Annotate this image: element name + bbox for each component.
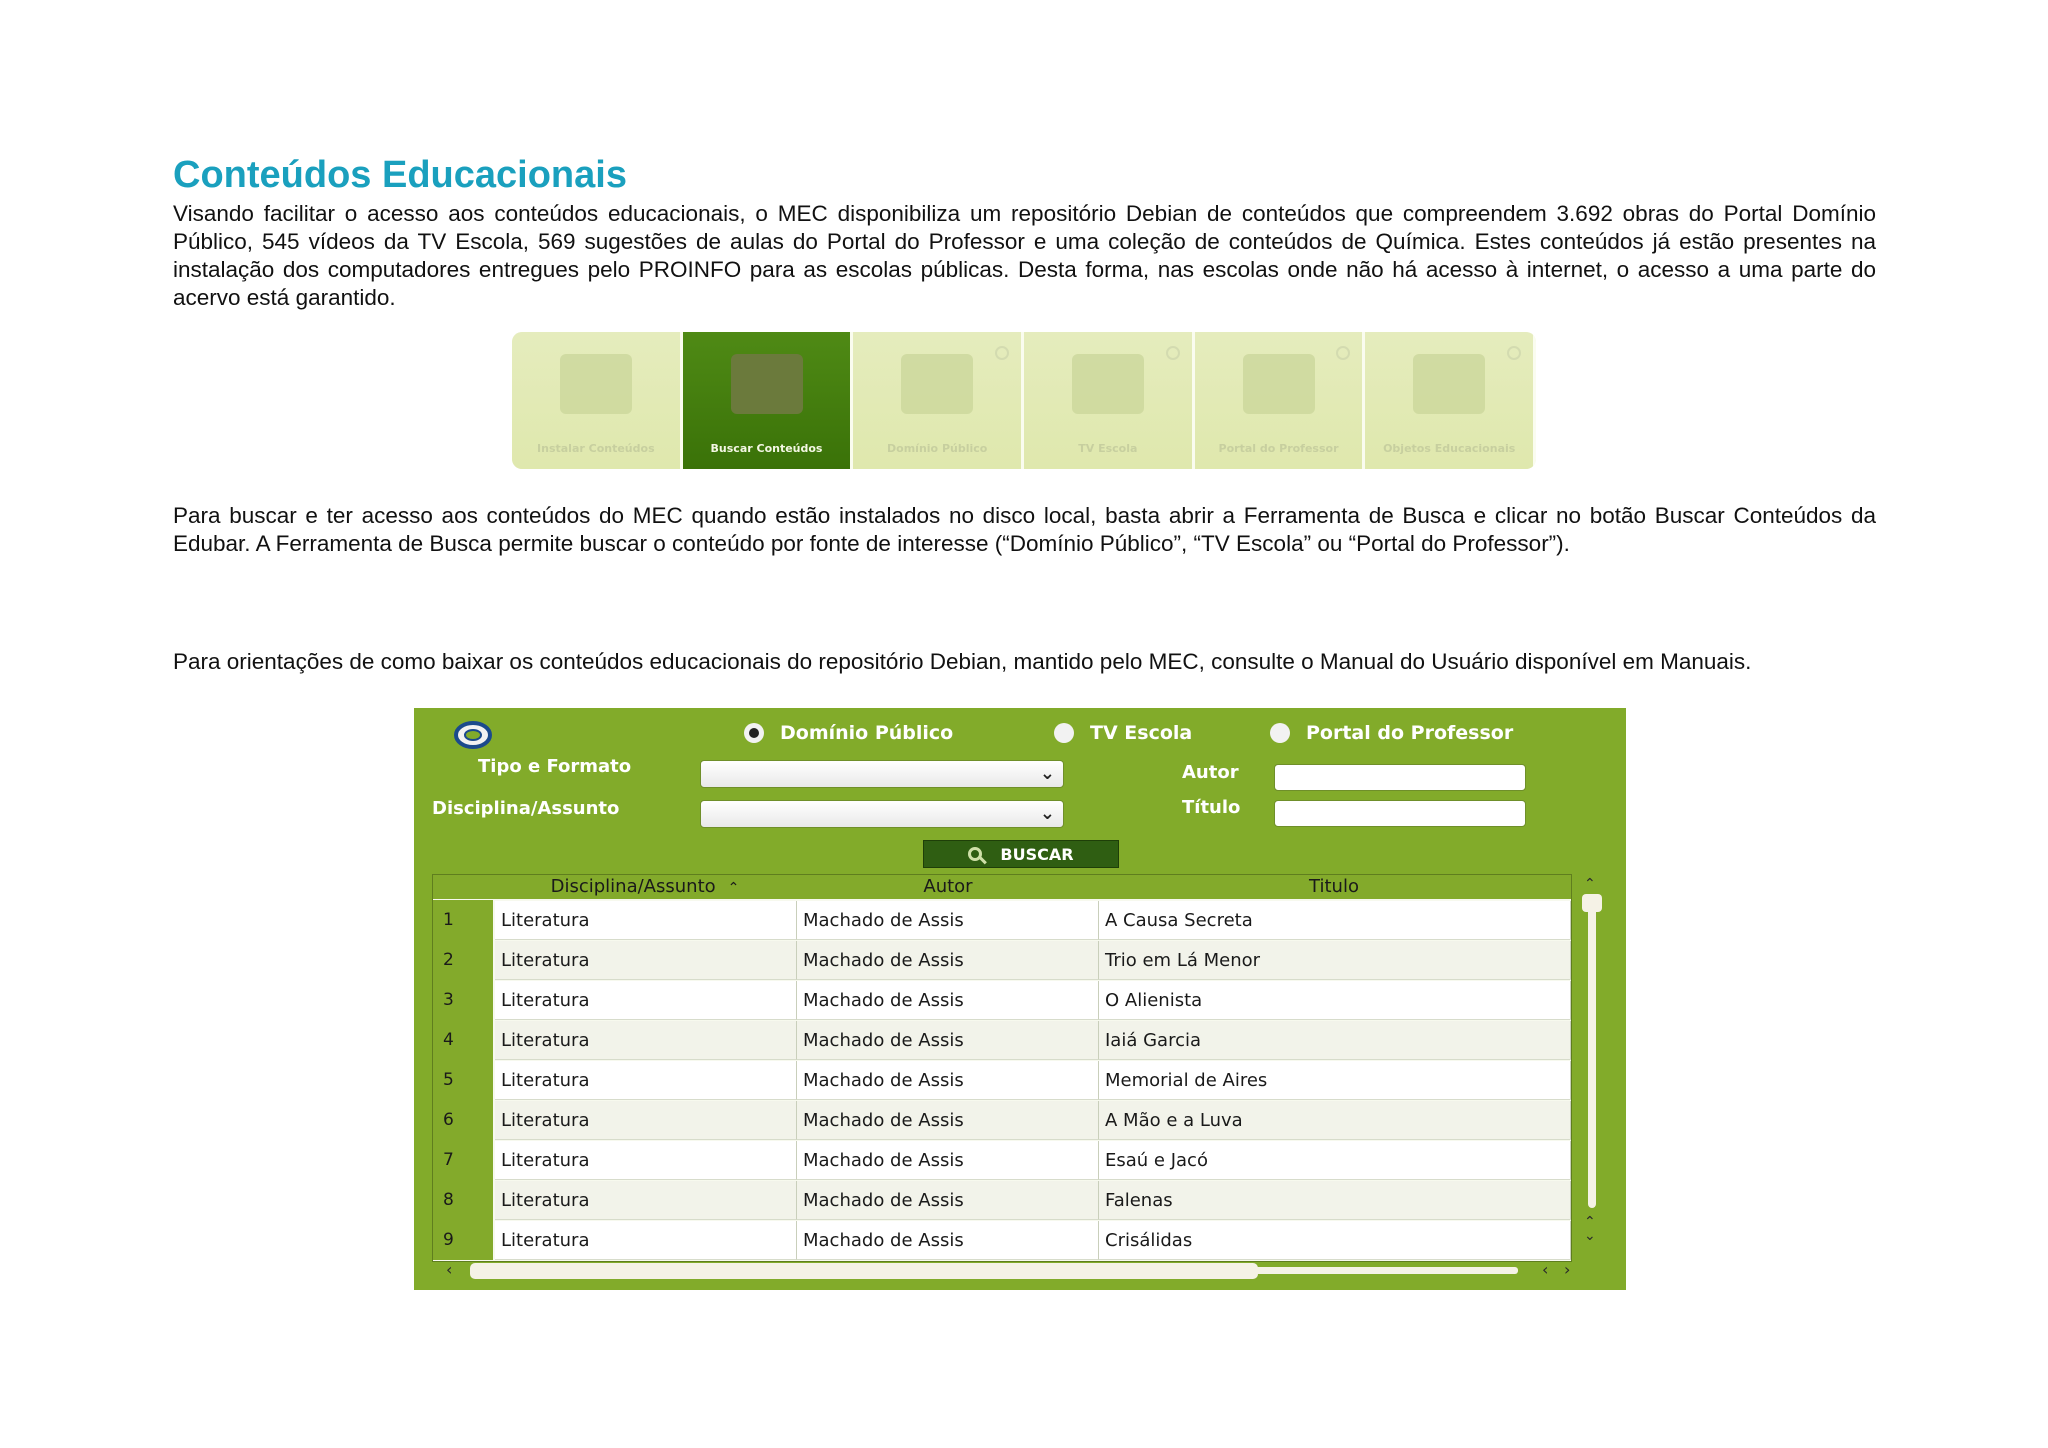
edubar-toolbar [512,332,1536,469]
cell-autor: Machado de Assis [797,1221,1099,1260]
column-header-label: Autor [923,876,973,897]
cell-titulo: Crisálidas [1099,1221,1571,1260]
cell-autor: Machado de Assis [797,1101,1099,1140]
scroll-right-icon[interactable]: › [1564,1260,1571,1279]
disciplina-assunto-select[interactable] [700,800,1064,828]
radio-label: TV Escola [1090,722,1193,744]
horizontal-scrollbar[interactable] [440,1260,1590,1282]
cell-disciplina: Literatura [495,1181,797,1220]
tipo-formato-label: Tipo e Formato [478,756,632,777]
scroll-left-icon[interactable]: ‹ [1542,1260,1549,1279]
cell-titulo: A Causa Secreta [1099,901,1571,940]
titulo-label: Título [1182,797,1241,818]
edubar-button-label: Instalar Conteúdos [537,442,655,455]
cell-autor: Machado de Assis [797,941,1099,980]
cell-titulo: Memorial de Aires [1099,1061,1571,1100]
autor-input[interactable] [1274,764,1526,791]
edubar-install-button[interactable] [512,332,683,469]
edubar-objetos-button[interactable] [1365,332,1536,469]
edubar-search-button[interactable] [683,332,854,469]
search-box-icon [731,354,803,414]
cell-disciplina: Literatura [495,1061,797,1100]
results-table [432,874,1572,1262]
row-number: 2 [433,940,493,980]
tv-icon [1072,354,1144,414]
search-instructions-paragraph: Para buscar e ter acesso aos conteúdos do MEC quando estão instalados no disco local, basta abrir a Ferramenta de Busca e clicar no botão Buscar Conteúdos da Edubar. A Ferramenta de Busca permite buscar o conteúdo por fonte de interesse (“Domínio Público”, “TV Escola” ou “Portal do Professor”). [173,503,1876,556]
tipo-formato-select[interactable] [700,760,1064,788]
radio-tv-escola[interactable] [1054,722,1192,744]
edubar-button-label: Buscar Conteúdos [710,442,823,455]
scrollbar-thumb[interactable] [1582,894,1602,912]
cell-disciplina: Literatura [495,981,797,1020]
cell-autor: Machado de Assis [797,1141,1099,1180]
cell-disciplina: Literatura [495,901,797,940]
row-number: 3 [433,980,493,1020]
vertical-scrollbar[interactable] [1578,876,1606,1256]
search-tool-window [414,708,1626,1290]
scroll-up-icon[interactable]: ⌃ [1584,876,1596,892]
cell-autor: Machado de Assis [797,1021,1099,1060]
radio-label: Domínio Público [780,722,954,744]
books-icon [901,354,973,414]
cell-disciplina: Literatura [495,941,797,980]
chevron-down-icon: ⌄ [1039,803,1055,824]
radio-dominio-publico[interactable] [744,722,953,744]
disciplina-assunto-label: Disciplina/Assunto [432,798,620,819]
page-title: Conteúdos Educacionais [173,154,627,196]
column-header-disciplina[interactable] [493,875,797,899]
install-box-icon [560,354,632,414]
chalkboard-icon [1243,354,1315,414]
info-icon [1507,346,1521,360]
column-header-label: Titulo [1309,876,1359,897]
cell-disciplina: Literatura [495,1021,797,1060]
row-number: 4 [433,1020,493,1060]
search-icon [968,847,982,861]
download-instructions-paragraph: Para orientações de como baixar os conteúdos educacionais do repositório Debian, mantido pelo MEC, consulte o Manual do Usuário disponível em Manuais. [173,649,1752,674]
table-header [433,875,1571,899]
chevron-down-icon: ⌄ [1039,763,1055,784]
cell-disciplina: Literatura [495,1141,797,1180]
cell-titulo: Esaú e Jacó [1099,1141,1571,1180]
edubar-tv-escola-button[interactable] [1024,332,1195,469]
info-icon [1336,346,1350,360]
edubar-button-label: Domínio Público [887,442,988,455]
edubar-button-label: Objetos Educacionais [1383,442,1516,455]
cell-titulo: Iaiá Garcia [1099,1021,1571,1060]
cell-autor: Machado de Assis [797,981,1099,1020]
column-header-titulo[interactable] [1099,875,1569,899]
cell-autor: Machado de Assis [797,1061,1099,1100]
row-number: 8 [433,1180,493,1220]
cell-autor: Machado de Assis [797,901,1099,940]
cell-disciplina: Literatura [495,1221,797,1260]
buscar-button[interactable] [923,840,1119,868]
titulo-input[interactable] [1274,800,1526,827]
row-number: 9 [433,1220,493,1260]
edubar-button-label: TV Escola [1078,442,1138,455]
radio-unchecked-icon [1054,723,1074,743]
objects-box-icon [1413,354,1485,414]
edubar-portal-professor-button[interactable] [1195,332,1366,469]
row-number: 7 [433,1140,493,1180]
cell-titulo: O Alienista [1099,981,1571,1020]
radio-label: Portal do Professor [1306,722,1514,744]
help-lifebuoy-icon[interactable] [454,720,492,750]
row-number: 6 [433,1100,493,1140]
edubar-dominio-publico-button[interactable] [853,332,1024,469]
radio-portal-professor[interactable] [1270,722,1513,744]
scrollbar-thumb[interactable] [470,1263,1258,1279]
info-icon [1166,346,1180,360]
radio-checked-icon [744,723,764,743]
sort-ascending-icon: ⌃ [727,880,740,896]
column-header-label: Disciplina/Assunto [550,876,716,897]
cell-titulo: A Mão e a Luva [1099,1101,1571,1140]
cell-titulo: Trio em Lá Menor [1099,941,1571,980]
buscar-button-label: BUSCAR [1000,844,1074,864]
row-number: 5 [433,1060,493,1100]
autor-label: Autor [1182,762,1239,783]
cell-autor: Machado de Assis [797,1181,1099,1220]
column-header-autor[interactable] [797,875,1099,899]
info-icon [995,346,1009,360]
cell-titulo: Falenas [1099,1181,1571,1220]
row-number: 1 [433,900,493,940]
scroll-down-icon[interactable]: ⌄ [1584,1228,1596,1244]
radio-unchecked-icon [1270,723,1290,743]
cell-disciplina: Literatura [495,1101,797,1140]
edubar-button-label: Portal do Professor [1218,442,1339,455]
intro-paragraph: Visando facilitar o acesso aos conteúdos educacionais, o MEC disponibiliza um repositório Debian de conteúdos que compreendem 3.692 obras do Portal Domínio Público, 545 vídeos da TV Escola, 569 sugestões de aulas do Portal do Professor e uma coleção de conteúdos de Química. Estes conteúdos já estão presentes na instalação dos computadores entregues pelo PROINFO para as escolas públicas. Desta forma, nas escolas onde não há acesso à internet, o acesso a uma parte do acervo está garantido. [173,201,1876,310]
scroll-up-icon[interactable]: ⌃ [1584,1214,1596,1230]
scroll-left-icon[interactable]: ‹ [446,1260,453,1279]
scrollbar-track [1588,898,1596,1208]
